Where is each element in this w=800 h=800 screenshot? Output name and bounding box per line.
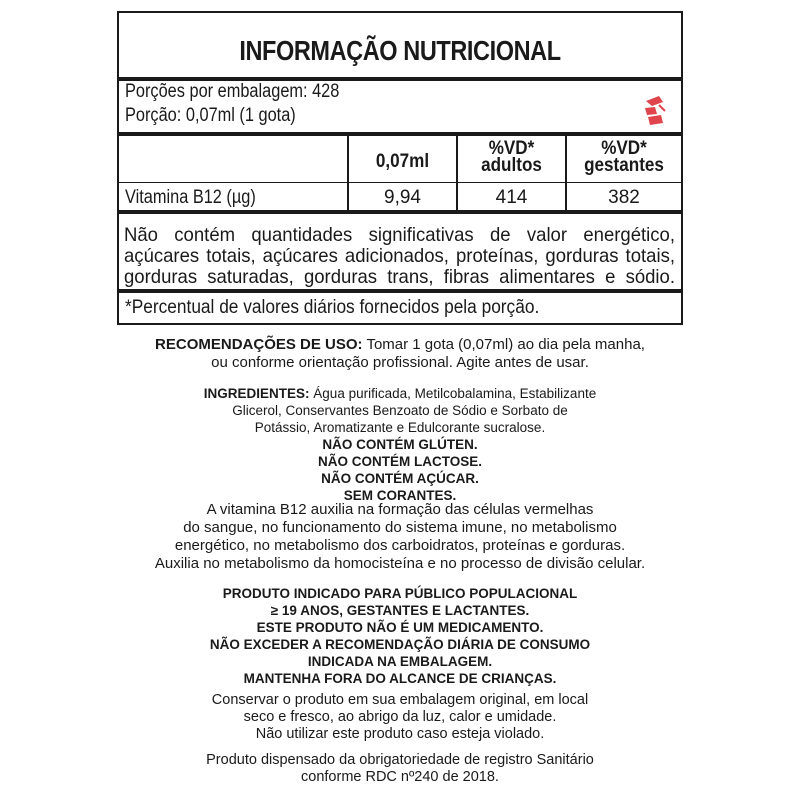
not-significant-statement xyxy=(124,225,675,288)
benefits-line-2: do sangue, no funcionamento do sistema imune, no metabolismo xyxy=(183,519,617,536)
benefits-line-4: Auxilia no metabolismo da homocisteína e no processo de divisão celular. xyxy=(154,555,646,572)
ingredients-section xyxy=(100,385,700,504)
col-header-vd-adults-line1: %VD* xyxy=(488,138,535,159)
usage-label: RECOMENDAÇÕES DE USO: xyxy=(155,336,363,353)
warning-line-6: MANTENHA FORA DO ALCANCE DE CRIANÇAS. xyxy=(243,671,557,686)
warning-line-2: ≥ 19 ANOS, GESTANTES E LACTANTES. xyxy=(270,603,530,618)
serving-size: Porção: 0,07ml (1 gota) xyxy=(125,105,296,126)
storage-section xyxy=(100,692,700,743)
benefits-line-3: energético, no metabolismo dos carboidratos, proteínas e gorduras. xyxy=(174,537,626,554)
usage-line-1: Tomar 1 gota (0,07ml) ao dia pela manha, xyxy=(362,336,645,353)
ingredients-line-3: Potássio, Aromatizante e Edulcorante sucralose. xyxy=(254,420,546,435)
daily-value-footnote: *Percentual de valores diários fornecidos pela porção. xyxy=(125,297,540,318)
divider-serving xyxy=(119,132,681,136)
recycle-logo-icon xyxy=(643,93,667,127)
col-header-vd-adults xyxy=(463,140,559,174)
registration-line-1: Produto dispensado da obrigatoriedade de registro Sanitário xyxy=(206,752,594,768)
warning-line-1: PRODUTO INDICADO PARA PÚBLICO POPULACIONAL xyxy=(222,586,578,601)
warnings-section xyxy=(100,585,700,687)
ingredients-line-2: Glicerol, Conservantes Benzoato de Sódio e Sorbato de xyxy=(232,403,568,418)
ingredients-label: INGREDIENTES: xyxy=(203,386,310,401)
col-header-vd-pregnant xyxy=(573,140,676,174)
disclaimer-line-3: gorduras saturadas, gorduras trans, fibras alimentares e sódio. xyxy=(124,266,675,288)
gluten-free-statement: NÃO CONTÉM GLÚTEN. xyxy=(322,437,478,452)
nutrient-vd-adults: 414 xyxy=(495,187,528,208)
registration-line-2: conforme RDC nº240 de 2018. xyxy=(301,769,499,785)
nutrient-vd-pregnant: 382 xyxy=(608,187,640,208)
warning-line-4: NÃO EXCEDER A RECOMENDAÇÃO DIÁRIA DE CONSUMO xyxy=(209,637,591,652)
nutrient-name: Vitamina B12 (µg) xyxy=(125,187,256,208)
disclaimer-line-2: açúcares totais, açúcares adicionados, proteínas, gorduras totais, xyxy=(124,245,675,267)
usage-recommendations xyxy=(100,336,700,372)
benefits-line-1: A vitamina B12 auxilia na formação das células vermelhas xyxy=(206,501,594,518)
no-colorants-statement: SEM CORANTES. xyxy=(343,488,457,503)
warning-line-5: INDICADA NA EMBALAGEM. xyxy=(307,654,493,669)
col-header-vd-adults-line2: adultos xyxy=(481,155,542,176)
warning-line-3: ESTE PRODUTO NÃO É UM MEDICAMENTO. xyxy=(256,620,544,635)
col-header-vd-pregnant-line1: %VD* xyxy=(601,138,647,159)
nutrient-amount: 9,94 xyxy=(384,187,421,208)
lactose-free-statement: NÃO CONTÉM LACTOSE. xyxy=(317,454,482,469)
nutrition-title: INFORMAÇÃO NUTRICIONAL xyxy=(239,35,561,66)
benefits-section xyxy=(100,501,700,573)
col-header-vd-pregnant-line2: gestantes xyxy=(584,155,664,176)
col-header-amount: 0,07ml xyxy=(375,151,430,172)
divider-nutrients xyxy=(119,210,681,214)
usage-line-2: ou conforme orientação profissional. Agite antes de usar. xyxy=(211,354,589,371)
servings-per-package: Porções por embalagem: 428 xyxy=(125,81,340,102)
storage-line-1: Conservar o produto em sua embalagem original, em local xyxy=(211,692,589,708)
ingredients-line-1: Água purificada, Metilcobalamina, Estabilizante xyxy=(309,386,597,401)
disclaimer-line-1: Não contém quantidades significativas de valor energético, xyxy=(124,224,675,246)
divider-header-row xyxy=(119,182,681,183)
storage-line-2: seco e fresco, ao abrigo da luz, calor e umidade. xyxy=(243,709,557,725)
storage-line-3: Não utilizar este produto caso esteja violado. xyxy=(255,726,545,742)
registration-section xyxy=(100,752,700,786)
sugar-free-statement: NÃO CONTÉM AÇÚCAR. xyxy=(321,471,479,486)
divider-footnote xyxy=(119,289,681,293)
nutrition-facts-panel xyxy=(117,11,683,325)
